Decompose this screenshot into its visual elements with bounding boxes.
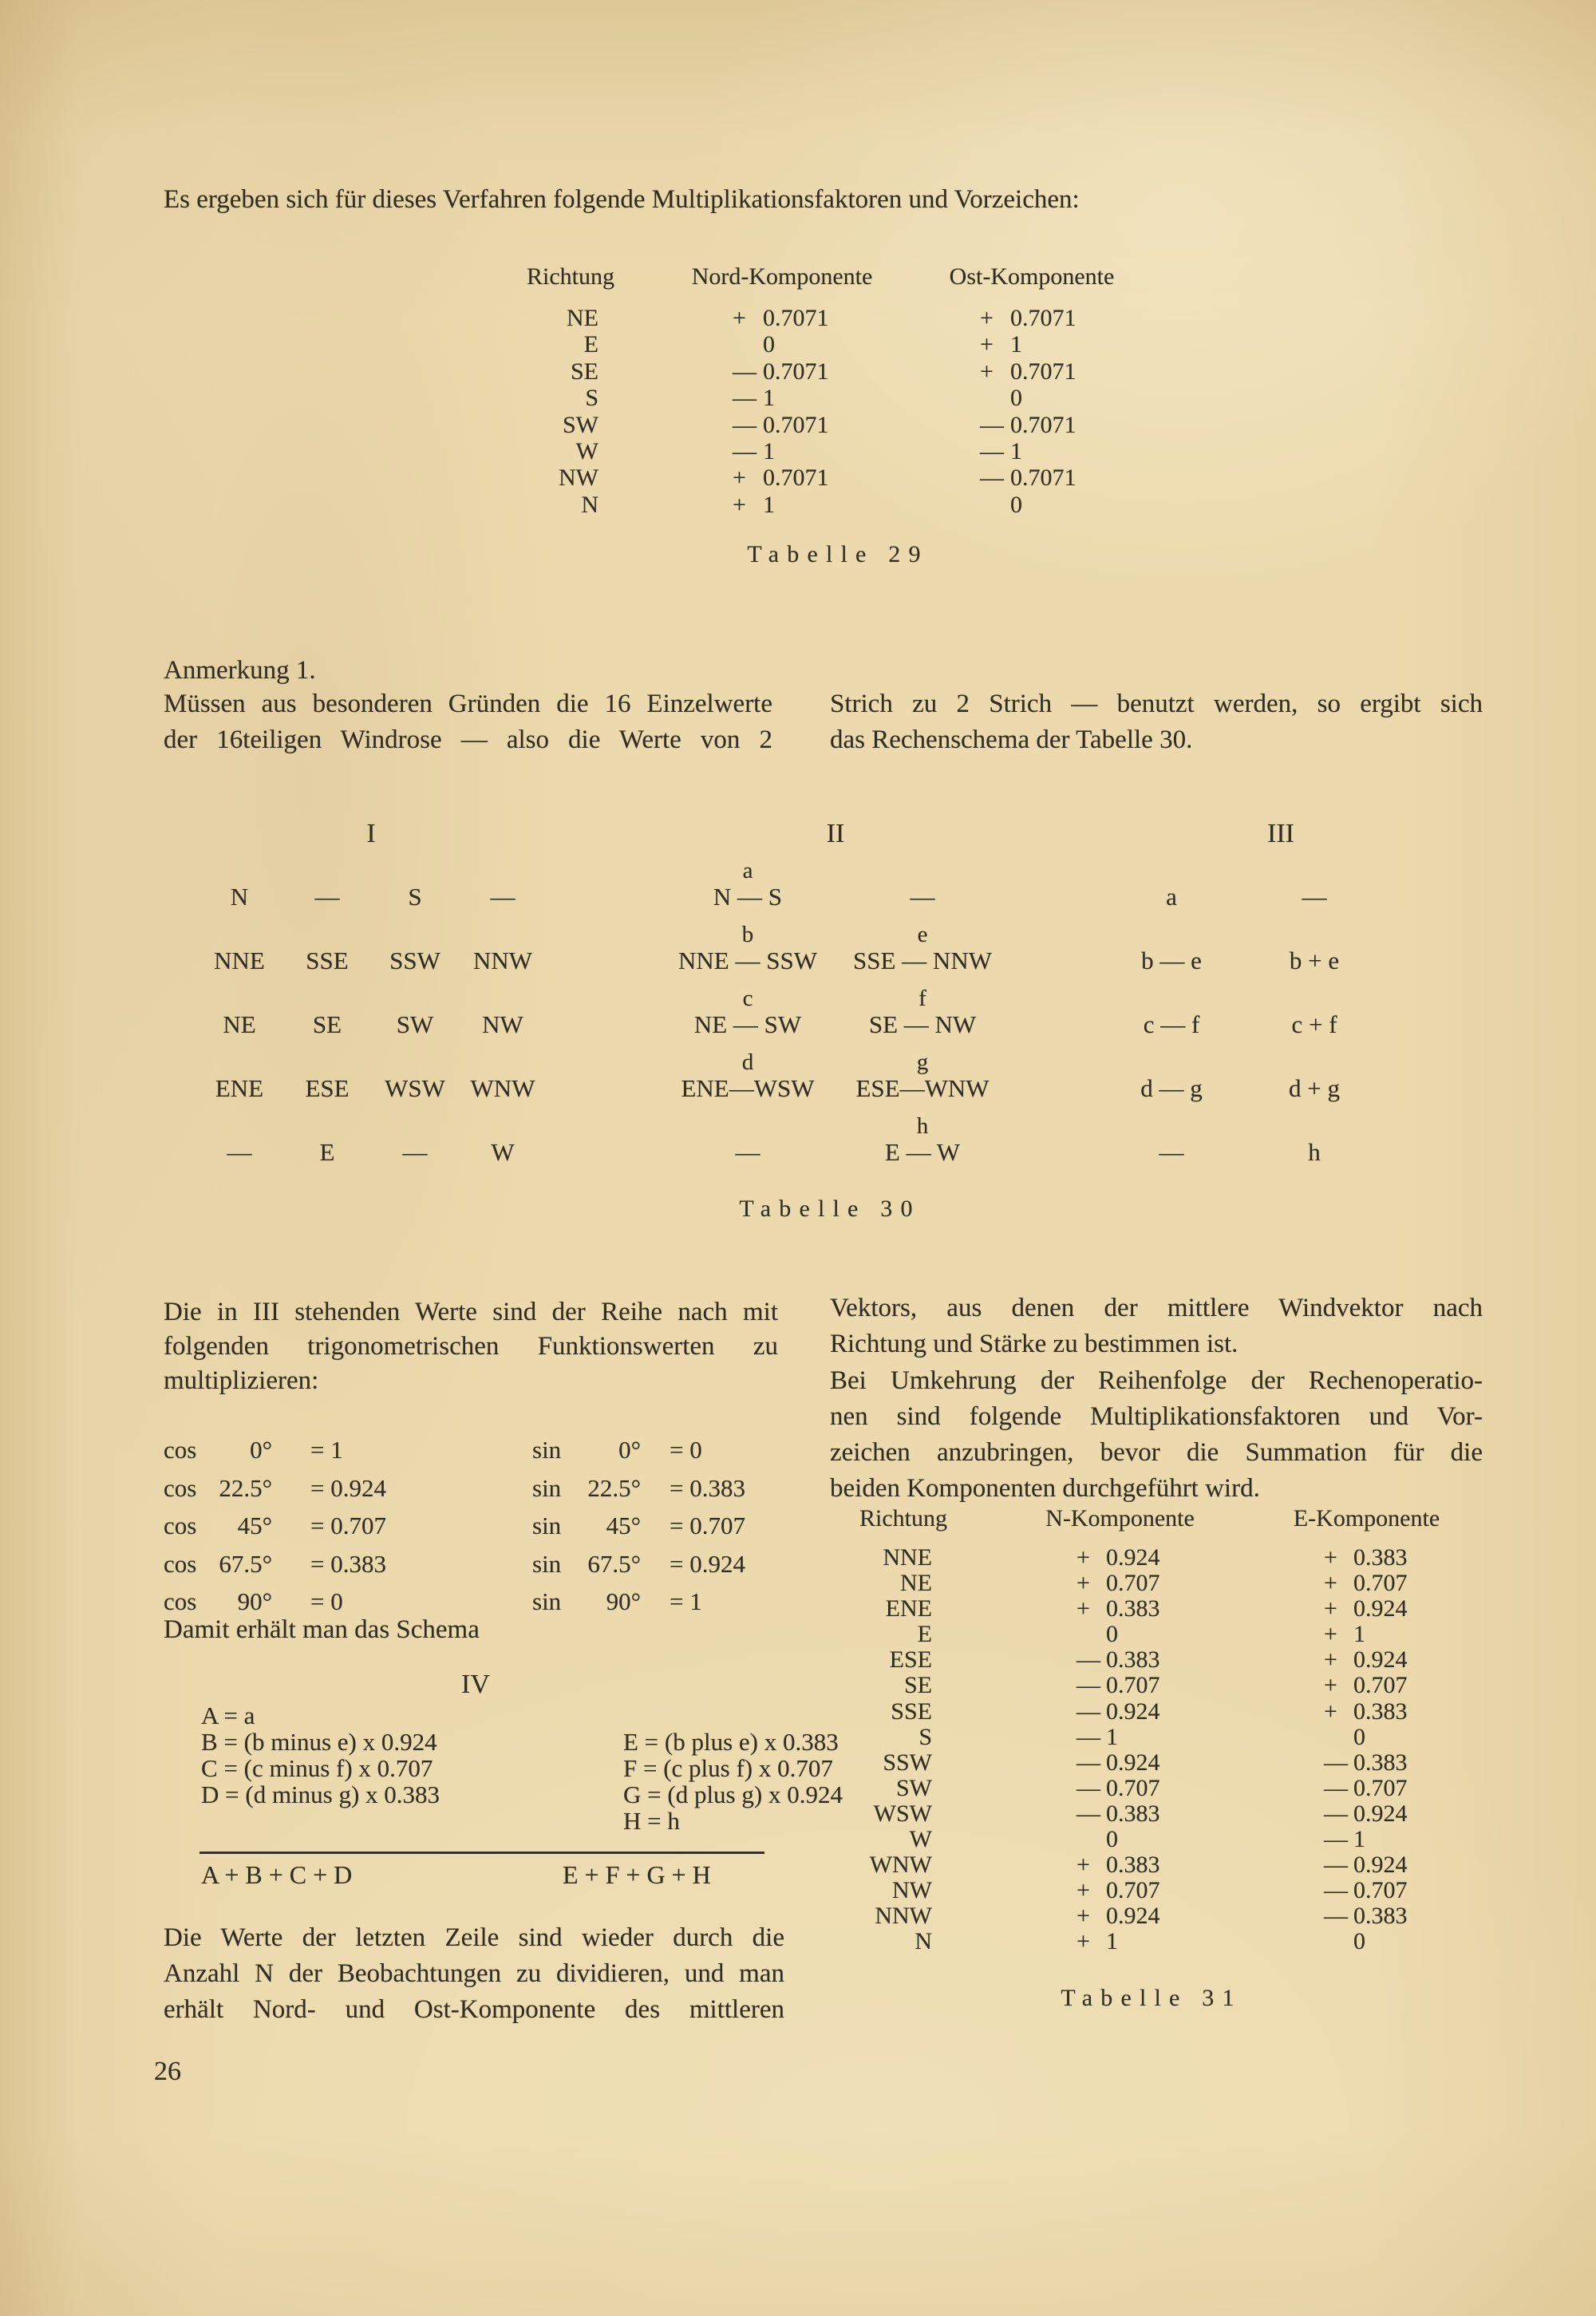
letter-label: b (741, 922, 754, 947)
table-row (0, 1852, 1596, 1878)
value-cell: 0 (1106, 1826, 1118, 1853)
letter-label: g (916, 1049, 929, 1075)
value-cell: 0 (1010, 385, 1022, 412)
table-row (0, 1075, 1596, 1139)
table-row (0, 1139, 1596, 1203)
value-cell: 0.707 (1353, 1672, 1408, 1699)
direction-cell: NE (567, 305, 598, 331)
table31-header-e: E-Komponente (1293, 1505, 1440, 1531)
anmerkung-right-column (830, 686, 1483, 758)
value-cell: 1 (763, 437, 775, 464)
direction-cell: SW (396, 1010, 434, 1038)
pair-text: NNE — SSW (678, 947, 817, 974)
value-cell: 1 (1353, 1826, 1365, 1853)
pair-text: SE — NW (868, 1010, 977, 1038)
fn-cell: cos (164, 1512, 197, 1539)
table-row (164, 1507, 745, 1545)
fn-cell: sin (532, 1512, 562, 1539)
sign-cell: + (733, 491, 746, 518)
value-cell: 1 (1010, 331, 1022, 358)
sign-cell: — (1077, 1723, 1100, 1750)
deg-cell: 45° (237, 1512, 272, 1539)
text-line: Vektors, aus denen der mittlere Windvektor nach (830, 1294, 1483, 1322)
sign-cell: — (733, 358, 757, 385)
text-line: folgenden trigonometrischen Funktionswerten zu (164, 1332, 778, 1361)
deg-cell: 0° (250, 1436, 272, 1464)
sign-cell (1077, 1827, 1106, 1852)
value-cell: 1 (1010, 437, 1022, 464)
sign-cell (980, 492, 1010, 518)
direction-cell: N (581, 491, 598, 518)
term-cell: c — f (1143, 1010, 1200, 1038)
text-line: Anzahl N der Beobachtungen zu dividieren, und man (164, 1959, 784, 1988)
term-cell: — (1159, 1138, 1184, 1166)
value-cell: 0.383 (1106, 1646, 1160, 1674)
table-row (0, 1545, 1596, 1571)
anmerkung-title: Anmerkung 1. (164, 656, 316, 685)
text-line: nen sind folgende Multiplikationsfaktoren und Vor- (830, 1402, 1483, 1431)
value-cell: = 1 (670, 1587, 702, 1615)
term-cell: a (1166, 883, 1177, 911)
direction-cell: SSE (306, 947, 349, 974)
direction-cell: WNW (869, 1852, 932, 1879)
direction-cell: E (917, 1621, 932, 1648)
table30-section3 (0, 883, 1596, 1203)
value-cell: 0.924 (1106, 1903, 1160, 1930)
sign-cell: + (1077, 1928, 1090, 1955)
equation: G = (d plus g) x 0.924 (623, 1780, 843, 1808)
table-row (164, 1469, 745, 1508)
value-cell: 1 (763, 491, 775, 518)
value-cell: 0.707 (1106, 1774, 1160, 1801)
direction-cell: NW (482, 1010, 523, 1038)
table30-header-ii: II (826, 819, 845, 848)
table-row (0, 1596, 1596, 1622)
sign-cell: — (1324, 1903, 1348, 1930)
table29-caption: Tabelle 29 (747, 541, 929, 567)
value-cell: 0.924 (1106, 1697, 1160, 1725)
sign-cell: + (1077, 1877, 1090, 1904)
sign-cell: — (1324, 1852, 1348, 1879)
sign-cell: + (1077, 1852, 1090, 1879)
direction-cell: SSW (883, 1749, 932, 1776)
sign-cell: — (1324, 1774, 1348, 1801)
equation: E = (b plus e) x 0.383 (623, 1728, 839, 1756)
value-cell: 0.383 (1353, 1749, 1408, 1776)
sign-cell (733, 331, 763, 358)
value-cell: 0.924 (1353, 1852, 1408, 1879)
direction-cell: N (230, 883, 249, 911)
value-cell: 0.383 (1106, 1852, 1160, 1879)
direction-cell: — (490, 883, 516, 911)
value-cell: = 0.707 (310, 1512, 386, 1539)
value-cell: 0.707 (1106, 1877, 1160, 1904)
table-row (0, 1827, 1596, 1852)
direction-cell: W (491, 1138, 515, 1166)
sum-right: E + F + G + H (563, 1860, 711, 1889)
table29 (0, 305, 1596, 518)
equation: A = a (201, 1701, 255, 1729)
text-line: Bei Umkehrung der Reihenfolge der Rechenoperatio- (830, 1366, 1483, 1395)
sign-cell: + (1324, 1544, 1337, 1571)
schema-intro: Damit erhält man das Schema (164, 1615, 480, 1644)
fn-cell: cos (164, 1549, 197, 1578)
table-row (0, 1750, 1596, 1776)
direction-cell: — (227, 1138, 252, 1166)
direction-cell: NNE (883, 1544, 932, 1571)
sign-cell: — (1077, 1672, 1100, 1699)
direction-cell: SE (570, 358, 598, 385)
value-cell: 0.383 (1106, 1595, 1160, 1622)
deg-cell: 22.5° (219, 1473, 272, 1502)
value-cell: = 0.707 (670, 1512, 745, 1539)
pair-text: SSE — NNW (853, 947, 992, 974)
direction-cell: ENE (215, 1074, 264, 1102)
fn-cell: sin (532, 1436, 562, 1464)
deg-cell: 67.5° (219, 1549, 272, 1578)
direction-cell: S (918, 1723, 932, 1750)
value-cell: 1 (1106, 1723, 1118, 1750)
sign-cell: + (1324, 1570, 1337, 1597)
value-cell: 0.383 (1353, 1903, 1408, 1930)
value-cell: 0.7071 (1010, 464, 1077, 492)
table-row (0, 1801, 1596, 1827)
table-row (0, 1699, 1596, 1725)
table31-caption: Tabelle 31 (1061, 1985, 1242, 2011)
direction-cell: NNW (472, 947, 533, 974)
fn-cell: sin (532, 1587, 562, 1615)
letter-label: e (917, 922, 928, 947)
value-cell: = 0.383 (670, 1473, 745, 1502)
table-row (0, 464, 1596, 491)
sign-cell: — (1077, 1697, 1100, 1725)
left-paragraph (164, 1295, 778, 1398)
value-cell: = 1 (310, 1436, 343, 1464)
value-cell: 1 (1353, 1621, 1365, 1648)
value-cell: 0.383 (1106, 1800, 1160, 1827)
sign-cell: + (1077, 1595, 1090, 1622)
direction-cell: WSW (873, 1800, 932, 1827)
value-cell: = 0.924 (310, 1473, 386, 1502)
direction-cell: SE (903, 1672, 932, 1699)
value-cell: 0.924 (1353, 1800, 1408, 1827)
table-row (0, 1878, 1596, 1903)
value-cell: 0.924 (1106, 1544, 1160, 1571)
table31-header-richtung: Richtung (859, 1505, 947, 1531)
equation: B = (b minus e) x 0.924 (201, 1728, 437, 1756)
sign-cell: + (1324, 1697, 1337, 1725)
table-row (0, 438, 1596, 464)
table-row (0, 1903, 1596, 1929)
text-line: beiden Komponenten durchgeführt wird. (830, 1474, 1260, 1503)
sign-cell: — (733, 411, 757, 438)
letter-label: c (742, 986, 753, 1011)
value-cell: 0.383 (1353, 1544, 1408, 1571)
table-row (164, 1431, 745, 1469)
value-cell: 0.924 (1353, 1646, 1408, 1674)
value-cell: 0.7071 (763, 305, 829, 331)
direction-cell: NE (900, 1570, 932, 1597)
pair-text: N — S (713, 883, 783, 911)
sign-cell (1077, 1622, 1106, 1647)
direction-cell: ESE (305, 1074, 350, 1102)
text-line: Die in III stehenden Werte sind der Reihe nach mit (164, 1298, 778, 1326)
letter-label: a (742, 858, 753, 883)
text-line: zeichen anzubringen, bevor die Summation für die (830, 1438, 1483, 1467)
deg-cell: 67.5° (587, 1549, 641, 1578)
sign-cell (1324, 1725, 1353, 1750)
table-row (0, 1647, 1596, 1673)
value-cell: 0.707 (1353, 1774, 1408, 1801)
value-cell: = 0 (670, 1436, 702, 1464)
table-row (0, 492, 1596, 518)
deg-cell: 22.5° (587, 1473, 641, 1502)
text-line: das Rechenschema der Tabelle 30. (830, 725, 1193, 754)
direction-cell: — (402, 1138, 428, 1166)
sign-cell: + (980, 305, 994, 331)
value-cell: 0.7071 (1010, 411, 1077, 438)
direction-cell: E (583, 331, 598, 358)
equation: C = (c minus f) x 0.707 (201, 1754, 433, 1782)
direction-cell: NW (892, 1877, 932, 1904)
text-line: Strich zu 2 Strich — benutzt werden, so ergibt sich (830, 690, 1483, 718)
sign-cell: + (1324, 1672, 1337, 1699)
text-line: erhält Nord- und Ost-Komponente des mittleren (164, 1995, 784, 2024)
table30-header-i: I (366, 819, 376, 848)
sign-cell (1324, 1929, 1353, 1954)
sign-cell: — (1324, 1877, 1348, 1904)
table29-header-nord: Nord-Komponente (691, 263, 873, 290)
sign-cell: + (1077, 1903, 1090, 1930)
fn-cell: cos (164, 1436, 197, 1464)
sign-cell: + (1077, 1570, 1090, 1597)
table29-header-richtung: Richtung (527, 263, 614, 290)
value-cell: 0.7071 (1010, 358, 1077, 385)
value-cell: 0.707 (1353, 1570, 1408, 1597)
value-cell: 0.7071 (763, 358, 829, 385)
direction-cell: N (915, 1928, 932, 1955)
value-cell: 0.924 (1106, 1749, 1160, 1776)
value-cell: 0.707 (1106, 1672, 1160, 1699)
fn-cell: cos (164, 1587, 197, 1615)
sign-cell: + (1324, 1595, 1337, 1622)
table29-header-ost: Ost-Komponente (949, 263, 1115, 290)
direction-cell: NE (223, 1010, 256, 1038)
deg-cell: 0° (618, 1436, 641, 1464)
direction-cell: NNW (875, 1903, 932, 1930)
direction-cell: NW (559, 464, 598, 492)
value-cell: = 0 (310, 1587, 343, 1615)
fn-cell: cos (164, 1473, 197, 1502)
value-cell: 0 (1353, 1723, 1365, 1750)
sign-cell: + (980, 331, 994, 358)
value-cell: = 0.924 (670, 1549, 745, 1578)
term-cell: c + f (1291, 1010, 1337, 1038)
direction-cell: W (909, 1826, 932, 1853)
sign-cell: + (980, 358, 994, 385)
table31-header-n: N-Komponente (1045, 1505, 1195, 1531)
direction-cell: — (314, 883, 340, 911)
table-row (0, 358, 1596, 385)
value-cell: 0.383 (1353, 1697, 1408, 1725)
value-cell: 0.7071 (1010, 305, 1077, 331)
direction-cell: S (408, 883, 422, 911)
table30-header-iii: III (1267, 819, 1294, 848)
right-paragraph-1 (830, 1290, 1483, 1362)
table-row (0, 1011, 1596, 1075)
page-number: 26 (154, 2057, 181, 2086)
term-cell: d — g (1140, 1074, 1203, 1102)
value-cell: 1 (1106, 1928, 1118, 1955)
value-cell: = 0.383 (310, 1549, 386, 1578)
table-row (0, 331, 1596, 358)
sign-cell: — (1324, 1800, 1348, 1827)
text-line: Müssen aus besonderen Gründen die 16 Einzelwerte (164, 690, 772, 718)
text-line: der 16teiligen Windrose — also die Werte von 2 (164, 725, 772, 754)
schema-iv-label: IV (461, 1670, 490, 1699)
sign-cell: — (980, 411, 1004, 438)
value-cell: 0 (763, 331, 775, 358)
equation: H = h (623, 1807, 680, 1835)
sign-cell: + (733, 464, 746, 492)
table-row (0, 385, 1596, 411)
fn-cell: sin (532, 1473, 562, 1502)
term-cell: b — e (1141, 947, 1202, 974)
sign-cell: — (980, 437, 1004, 464)
direction-cell: E (319, 1138, 335, 1166)
direction-cell: WNW (470, 1074, 535, 1102)
sign-cell: — (1324, 1826, 1348, 1853)
sign-cell: — (733, 385, 757, 412)
term-cell: h (1308, 1138, 1321, 1166)
fn-cell: sin (532, 1549, 562, 1578)
direction-cell: W (575, 437, 598, 464)
table-row (0, 1725, 1596, 1750)
value-cell: 0.707 (1353, 1877, 1408, 1904)
table-row (0, 1673, 1596, 1698)
sign-cell: + (1324, 1646, 1337, 1674)
value-cell: 0.7071 (763, 411, 829, 438)
table-row (0, 947, 1596, 1011)
direction-cell: SSW (389, 947, 440, 974)
direction-cell: NNE (214, 947, 265, 974)
term-cell: b + e (1289, 947, 1340, 974)
anmerkung-left-column (164, 686, 772, 758)
table-row (0, 305, 1596, 331)
sum-left: A + B + C + D (201, 1860, 353, 1889)
direction-cell: SSE (891, 1697, 932, 1725)
term-cell: — (1302, 883, 1327, 911)
table-row (0, 412, 1596, 438)
table-row (0, 1571, 1596, 1596)
sign-cell (980, 385, 1010, 411)
value-cell: 1 (763, 385, 775, 412)
table-row (0, 883, 1596, 947)
equation: F = (c plus f) x 0.707 (623, 1754, 833, 1782)
pair-text: NE — SW (693, 1010, 802, 1038)
value-cell: 0.707 (1106, 1570, 1160, 1597)
text-line: Die Werte der letzten Zeile sind wieder durch die (164, 1923, 784, 1952)
pair-text: — (735, 1138, 760, 1166)
sign-cell: + (1324, 1621, 1337, 1648)
deg-cell: 45° (606, 1512, 641, 1539)
sign-cell: — (980, 464, 1004, 492)
intro-paragraph: Es ergeben sich für dieses Verfahren folgende Multiplikationsfaktoren und Vorzeichen: (164, 185, 1080, 214)
direction-cell: S (585, 385, 598, 412)
value-cell: 0.924 (1353, 1595, 1408, 1622)
pair-text: E — W (884, 1138, 961, 1166)
direction-cell: SE (312, 1010, 342, 1038)
letter-label: h (916, 1113, 929, 1139)
sign-cell: — (1077, 1749, 1100, 1776)
sign-cell: — (1077, 1774, 1100, 1801)
deg-cell: 90° (606, 1587, 641, 1615)
value-cell: 0 (1010, 491, 1022, 518)
text-line: multiplizieren: (164, 1366, 319, 1395)
table-row (0, 1929, 1596, 1954)
sign-cell: — (733, 437, 757, 464)
letter-label: d (741, 1049, 754, 1075)
table-row (0, 1622, 1596, 1647)
term-cell: d + g (1289, 1074, 1340, 1102)
equation: D = (d minus g) x 0.383 (201, 1780, 440, 1808)
letter-label: f (918, 986, 926, 1011)
direction-cell: WSW (385, 1074, 445, 1102)
sign-cell: — (1077, 1800, 1100, 1827)
pair-text: ENE—WSW (681, 1074, 815, 1102)
direction-cell: ENE (885, 1595, 932, 1622)
sign-cell: + (733, 305, 746, 331)
text-line: Richtung und Stärke zu bestimmen ist. (830, 1330, 1238, 1358)
value-cell: 0 (1106, 1621, 1118, 1648)
table-row (0, 1776, 1596, 1801)
pair-text: ESE—WNW (855, 1074, 990, 1102)
deg-cell: 90° (237, 1587, 272, 1615)
table31 (0, 1545, 1596, 1955)
value-cell: 0 (1353, 1928, 1365, 1955)
sign-cell: + (1077, 1544, 1090, 1571)
direction-cell: ESE (889, 1646, 932, 1674)
sign-cell: — (1077, 1646, 1100, 1674)
sign-cell: — (1324, 1749, 1348, 1776)
direction-cell: SW (563, 411, 598, 438)
table30-caption: Tabelle 30 (739, 1196, 921, 1222)
pair-text: — (910, 883, 935, 911)
direction-cell: SW (896, 1774, 932, 1801)
value-cell: 0.7071 (763, 464, 829, 492)
letter-label (835, 859, 1010, 883)
right-paragraph-2 (830, 1363, 1483, 1507)
